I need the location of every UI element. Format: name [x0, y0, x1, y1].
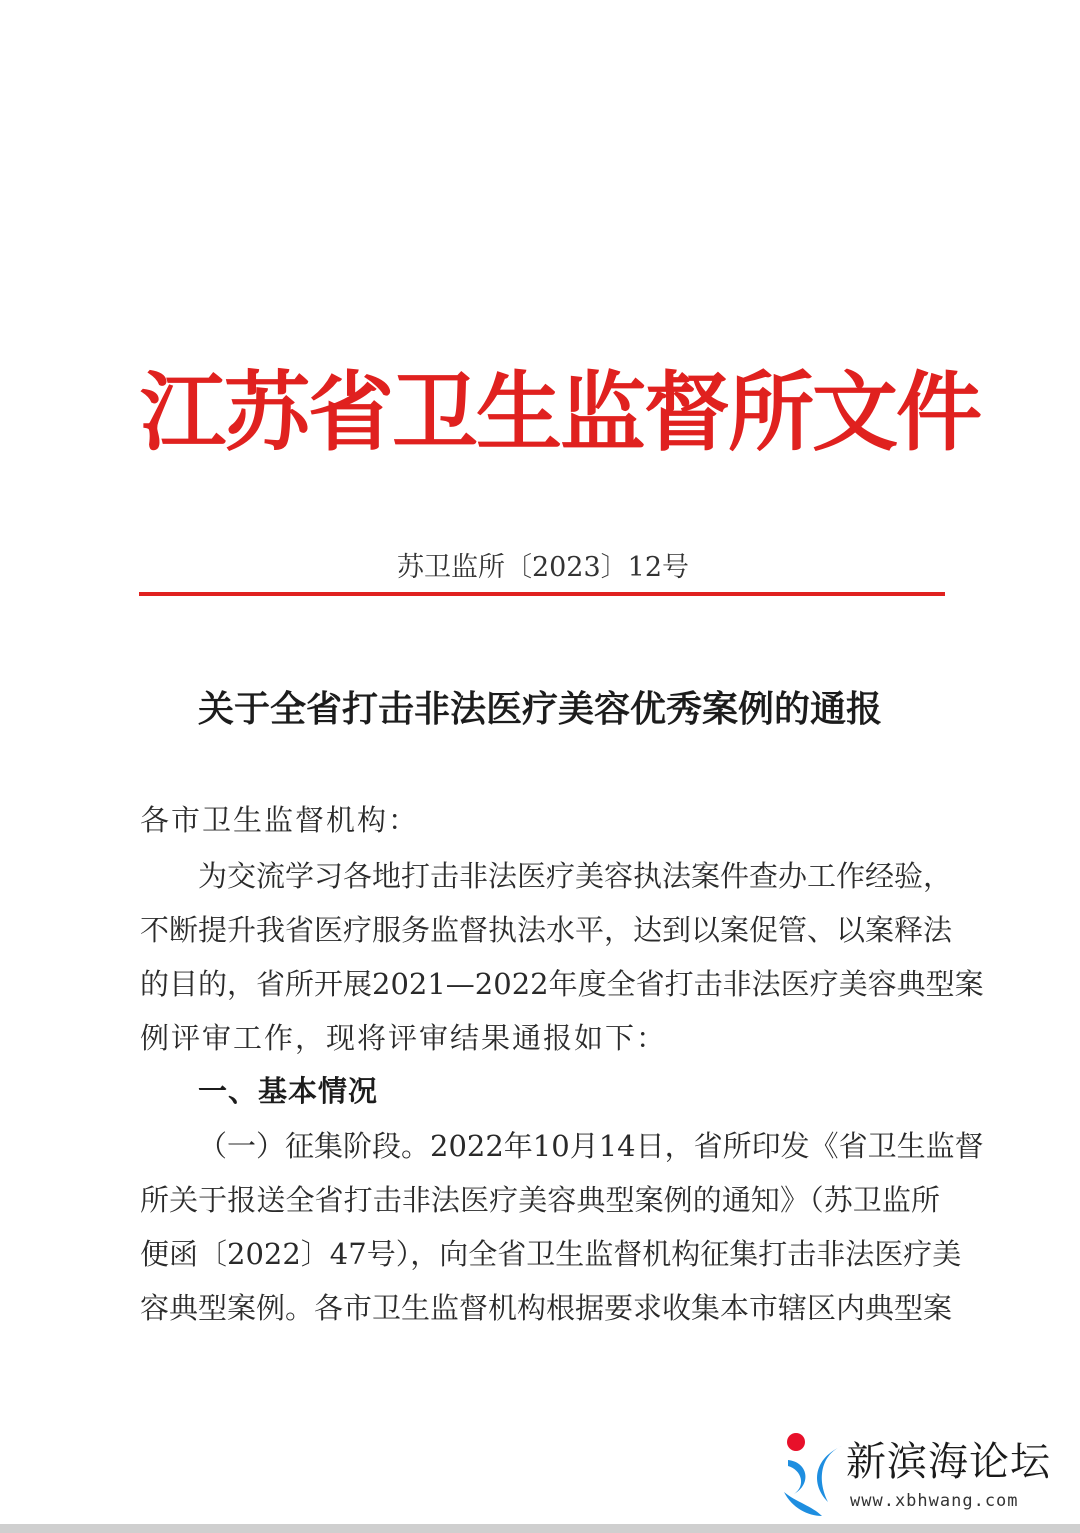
document-header-title: 江苏省卫生监督所文件 — [140, 362, 980, 463]
paragraph-line: 便函〔2022〕47号），向全省卫生监督机构征集打击非法医疗美 — [140, 1237, 962, 1271]
paragraph-line: （一）征集阶段。2022年10月14日，省所印发《省卫生监督 — [198, 1129, 984, 1163]
paragraph-line: 容典型案例。各市卫生监督机构根据要求收集本市辖区内典型案 — [140, 1291, 953, 1325]
document-number: 苏卫监所〔2023〕12号 — [396, 552, 690, 583]
section-heading: 一、基本情况 — [198, 1074, 379, 1108]
salutation: 各市卫生监督机构： — [140, 803, 420, 837]
paragraph-line: 为交流学习各地打击非法医疗美容执法案件查办工作经验， — [198, 859, 953, 893]
site-watermark — [782, 1432, 1072, 1522]
watermark-site-name: 新滨海论坛 — [846, 1439, 1051, 1485]
paragraph-line: 不断提升我省医疗服务监督执法水平，达到以案促管、以案释法 — [140, 913, 953, 947]
red-divider-line — [139, 592, 945, 596]
xinbinhai-logo-icon — [782, 1432, 846, 1518]
paragraph-line: 例评审工作，现将评审结果通报如下： — [140, 1021, 668, 1055]
bottom-scroll-strip — [0, 1524, 1080, 1533]
paragraph-line: 所关于报送全省打击非法医疗美容典型案例的通知》（苏卫监所 — [140, 1183, 940, 1217]
paragraph-line: 的目的，省所开展2021—2022年度全省打击非法医疗美容典型案 — [140, 967, 984, 1001]
watermark-url: www.xbhwang.com — [850, 1491, 1019, 1511]
notice-title: 关于全省打击非法医疗美容优秀案例的通报 — [197, 688, 882, 730]
